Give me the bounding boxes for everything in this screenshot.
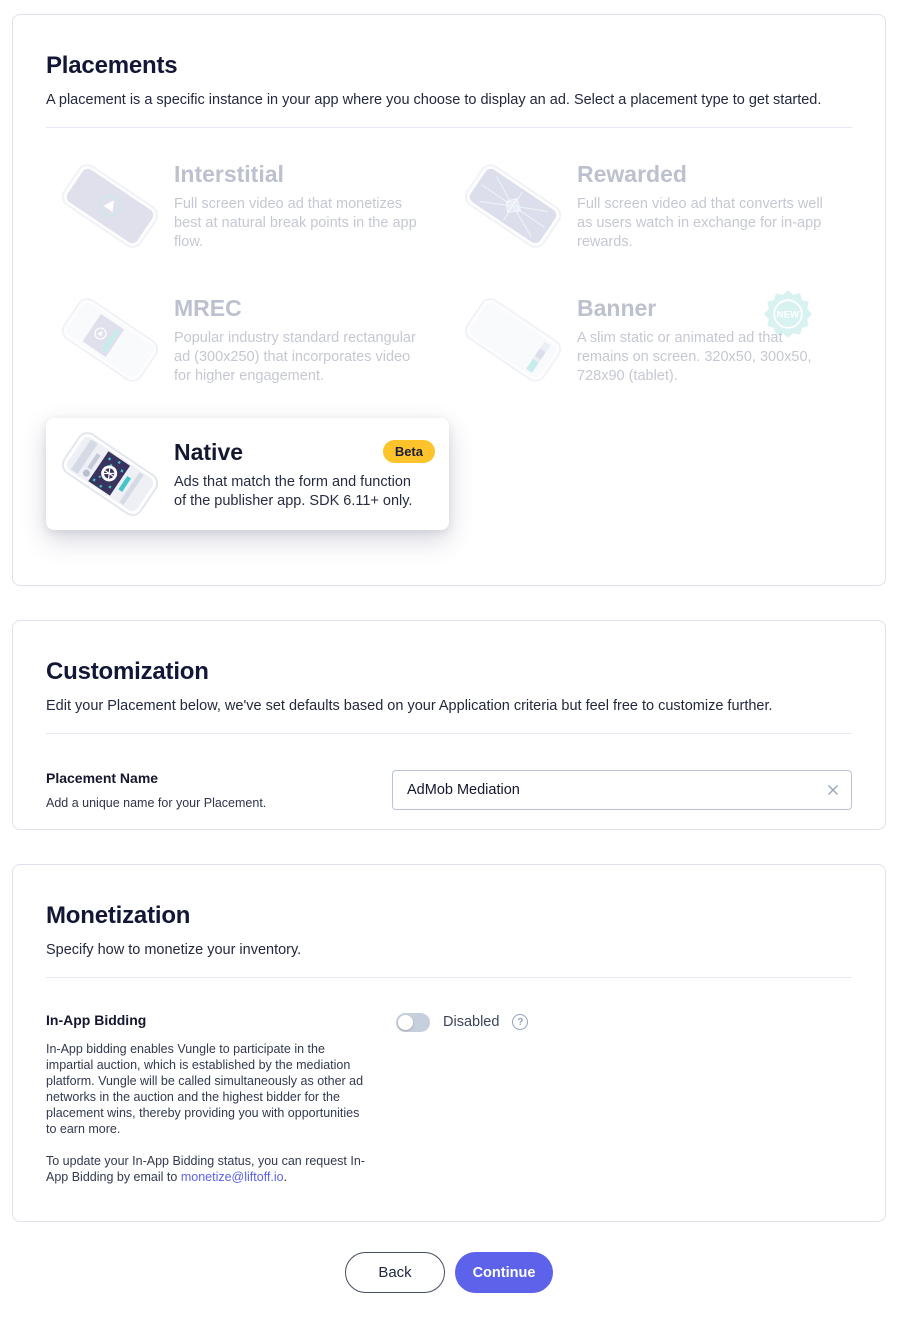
customization-card [12, 620, 886, 830]
placement-type-rewarded[interactable] [449, 150, 852, 262]
placement-type-description: Ads that match the form and function of the publisher app. SDK 6.11+ only. [174, 473, 413, 509]
native-phone-icon [46, 424, 174, 524]
placement-type-title: Native [174, 438, 244, 465]
placements-card [12, 14, 886, 586]
placement-name-label: Placement Name [46, 770, 159, 786]
customization-title: Customization [46, 658, 209, 685]
monetization-subtitle: Specify how to monetize your inventory. [46, 942, 302, 958]
placement-type-description: Popular industry standard rectangular ad (300x250) that incorporates video for higher engagement. [174, 330, 416, 384]
placement-type-description: Full screen video ad that monetizes best at natural break points in the app flow. [174, 196, 417, 250]
footer-actions [0, 1252, 898, 1293]
placement-type-native[interactable] [46, 418, 449, 530]
placement-type-mrec[interactable] [46, 284, 449, 396]
customization-subtitle: Edit your Placement below, we've set defaults based on your Application criteria but feel free to customize further. [46, 698, 773, 714]
in-app-bidding-description: In-App bidding enables Vungle to participate in the impartial auction, which is established by the mediation platform. Vungle will be called simultaneously as other ad networks in the auction and the highest bidder for the placement wins, thereby providing you with opportunities to earn more. [46, 1042, 364, 1136]
in-app-bidding-toggle[interactable] [396, 1013, 430, 1032]
new-badge-icon [764, 290, 812, 338]
placement-type-description: A slim static or animated ad that remains on screen. 320x50, 300x50, 728x90 (tablet). [577, 330, 812, 384]
placement-type-title: Banner [577, 295, 657, 321]
clear-input-icon[interactable] [826, 783, 840, 797]
continue-button[interactable]: Continue [455, 1252, 553, 1293]
in-app-bidding-label: In-App Bidding [46, 1012, 147, 1028]
monetize-email-link[interactable]: monetize@liftoff.io [180, 1170, 284, 1184]
banner-phone-icon [449, 290, 577, 390]
placement-name-input[interactable] [392, 770, 852, 810]
interstitial-phone-icon [46, 156, 174, 256]
note-suffix: . [283, 1170, 288, 1184]
placements-title: Placements [46, 52, 178, 79]
beta-badge: Beta [383, 440, 435, 463]
placement-type-title: MREC [174, 295, 242, 321]
back-button[interactable]: Back [345, 1252, 445, 1293]
in-app-bidding-row [46, 1012, 852, 1185]
mrec-phone-icon [46, 290, 174, 390]
new-badge-label: NEW [776, 309, 800, 321]
in-app-bidding-note: To update your In-App Bidding status, you can request In-App Bidding by email to [46, 1154, 365, 1184]
monetization-title: Monetization [46, 902, 191, 929]
divider [46, 977, 852, 978]
placement-type-title: Interstitial [174, 161, 284, 187]
help-icon[interactable] [512, 1014, 528, 1030]
placement-name-help: Add a unique name for your Placement. [46, 796, 267, 810]
placement-name-row [46, 770, 852, 810]
monetization-card [12, 864, 886, 1222]
divider [46, 733, 852, 734]
placement-type-banner[interactable] [449, 284, 852, 396]
rewarded-phone-icon [449, 156, 577, 256]
placement-type-grid [46, 150, 852, 530]
in-app-bidding-status: Disabled [443, 1014, 500, 1030]
divider [46, 127, 852, 128]
placement-type-description: Full screen video ad that converts well as users watch in exchange for in-app rewards. [577, 196, 823, 250]
placement-type-title: Rewarded [577, 161, 687, 187]
placement-type-interstitial[interactable] [46, 150, 449, 262]
placements-subtitle: A placement is a specific instance in your app where you choose to display an ad. Select a placement type to get started. [46, 92, 822, 108]
